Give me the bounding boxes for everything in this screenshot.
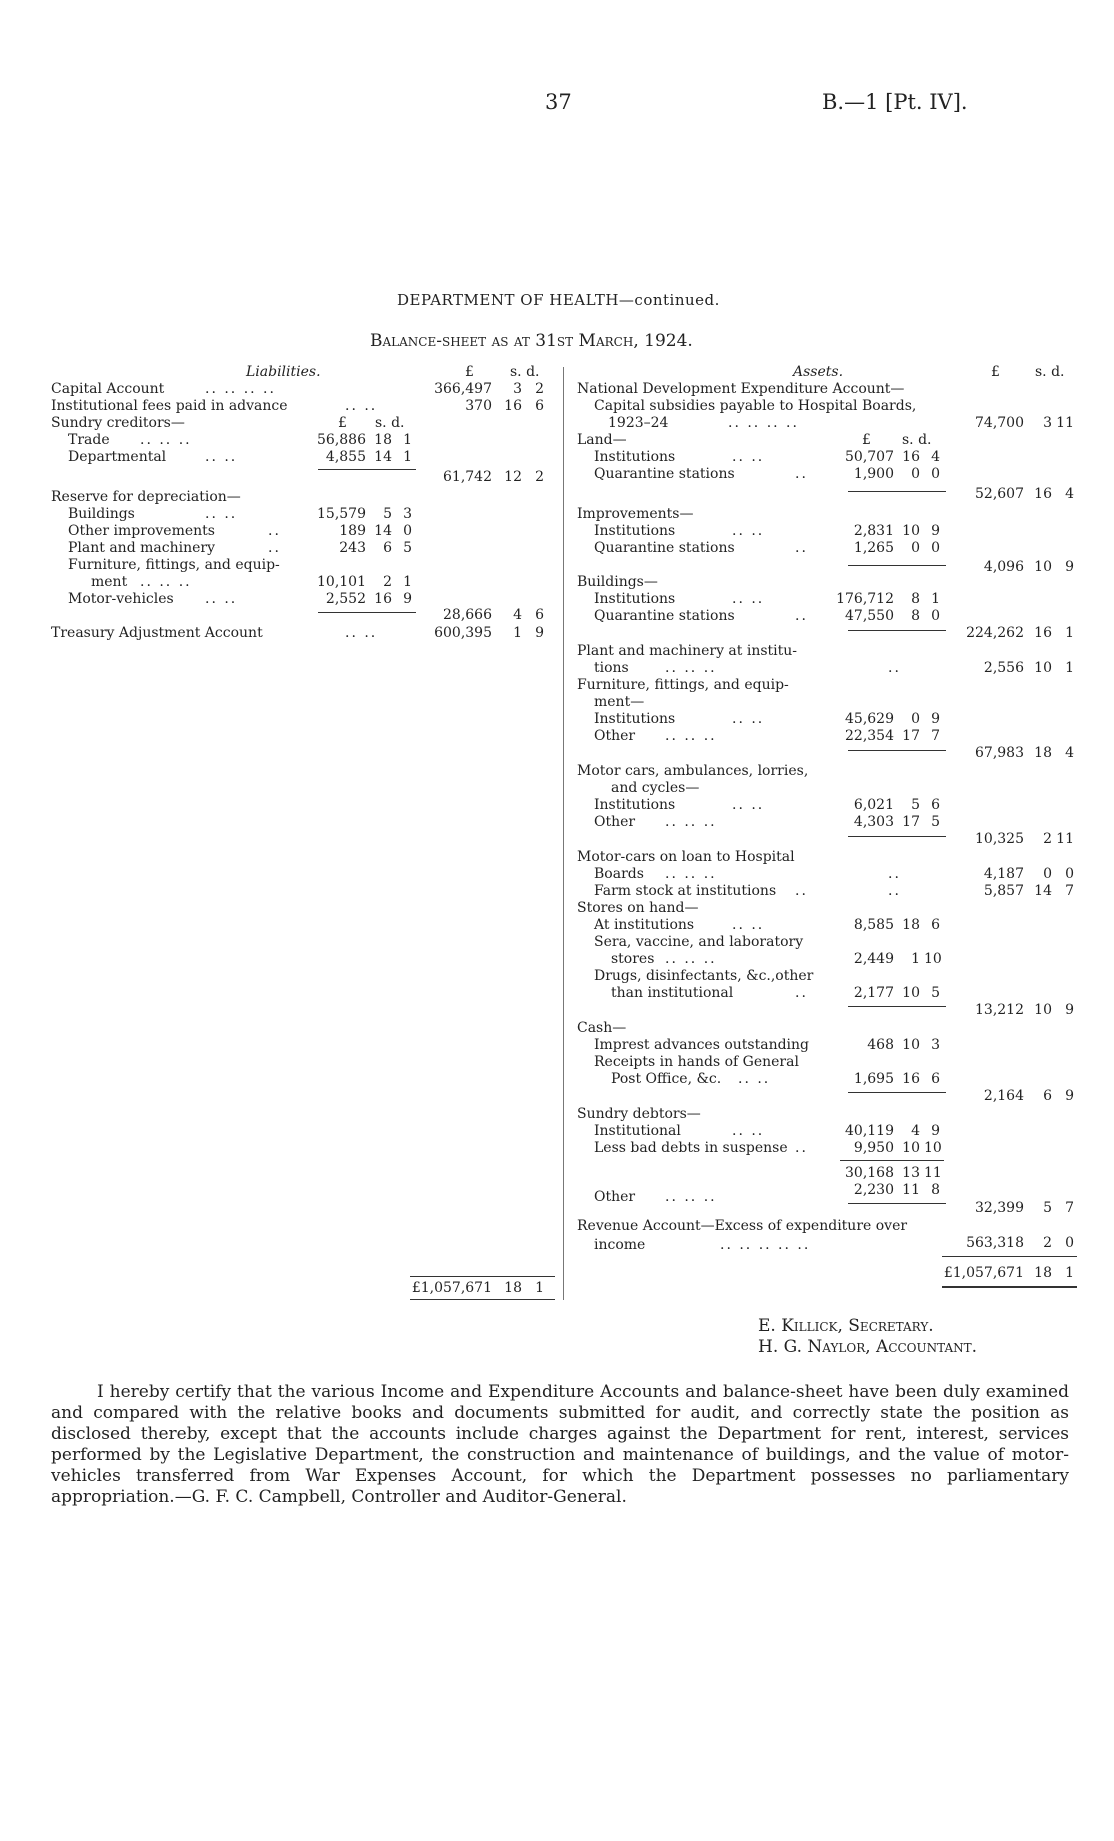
amount-shillings: 0 [911, 711, 920, 727]
sera-line1: Sera, vaccine, and laboratory [594, 934, 804, 950]
amount-pound: 370 [465, 398, 492, 414]
grand-total-pence: 1 [1065, 1265, 1074, 1281]
amount-shillings: 16 [902, 1071, 920, 1087]
amount-shillings: 14 [374, 449, 392, 465]
other-improvements-label: Other improvements [68, 523, 215, 539]
amount-pence: 6 [535, 398, 544, 414]
amount-pence: 11 [1056, 415, 1074, 431]
amount-shillings: 10 [902, 1140, 920, 1156]
amount-pound: 6,021 [853, 797, 894, 813]
leader-dots: .. .. .. [140, 432, 192, 448]
leader-dots: .. .. [205, 591, 238, 607]
grand-total-pence: 1 [535, 1280, 544, 1296]
amount-pence: 0 [1065, 866, 1074, 882]
amount-pence: 11 [924, 1165, 942, 1181]
leader-dots: .. [795, 883, 808, 899]
amount-shillings: 2 [1043, 831, 1052, 847]
amount-pound: 67,983 [975, 745, 1024, 761]
amount-shillings: 18 [902, 917, 920, 933]
amount-pence: 9 [931, 711, 940, 727]
improvements-institutions-label: Institutions [594, 523, 676, 539]
sera-label: stores [611, 951, 655, 967]
leader-dots: .. .. [345, 625, 378, 641]
amount-shillings: 6 [383, 540, 392, 556]
leader-dots: .. .. [732, 1123, 765, 1139]
subtotal-rule [848, 565, 946, 566]
leader-dots: .. .. [738, 1071, 771, 1087]
buildings-institutions-label: Institutions [594, 591, 676, 607]
amount-shillings: 3 [513, 381, 522, 397]
leader-dots: .. .. .. [665, 728, 717, 744]
amount-shillings: 10 [1034, 1002, 1052, 1018]
plant-line1: Plant and machinery at institu- [577, 643, 798, 659]
amount-pence: 6 [931, 797, 940, 813]
amount-pound: 366,497 [434, 381, 492, 397]
motor-cars-line2: and cycles— [611, 780, 700, 796]
page-number: 37 [545, 90, 572, 114]
grand-total-pound: £1,057,671 [943, 1265, 1024, 1281]
nde-label: 1923–24 [608, 415, 669, 431]
improvements-quarantine-label: Quarantine stations [594, 540, 735, 556]
amount-pound: 2,552 [325, 591, 366, 607]
subtotal-rule [848, 1006, 946, 1007]
debtors-other-label: Other [594, 1189, 636, 1205]
leader-dots: .. .. .. [140, 574, 192, 590]
amount-pence: 5 [931, 814, 940, 830]
receipts-label: Post Office, &c. [611, 1071, 722, 1087]
amount-pence: 2 [535, 381, 544, 397]
amount-shillings: 17 [902, 814, 920, 830]
subtotal-rule [848, 750, 946, 751]
amount-pence: 5 [931, 985, 940, 1001]
amount-shillings: 16 [374, 591, 392, 607]
amount-pound: 189 [339, 523, 366, 539]
stores-label: Stores on hand— [577, 900, 699, 916]
amount-pence: 6 [931, 917, 940, 933]
leader-dots: .. .. .. .. [728, 415, 799, 431]
subtotal-rule [318, 612, 416, 613]
amount-shillings: 16 [902, 449, 920, 465]
amount-shillings: 18 [1034, 745, 1052, 761]
land-quarantine-label: Quarantine stations [594, 466, 735, 482]
amount-pence: 7 [1065, 883, 1074, 899]
plant-label: Plant and machinery [68, 540, 215, 556]
amount-shillings: 11 [902, 1182, 920, 1198]
furniture-line1: Furniture, fittings, and equip- [577, 677, 789, 693]
grand-total-shillings: 18 [504, 1280, 522, 1296]
amount-shillings: 8 [911, 591, 920, 607]
leader-dots: .. [888, 883, 901, 899]
amount-shillings: 8 [911, 608, 920, 624]
amount-pence: 9 [931, 1123, 940, 1139]
amount-pound: 30,168 [845, 1165, 894, 1181]
amount-pence: 9 [1065, 1088, 1074, 1104]
amount-shillings: 2 [1043, 1235, 1052, 1251]
amount-shillings: 10 [902, 985, 920, 1001]
amount-pound: 10,325 [975, 831, 1024, 847]
leader-dots: .. [795, 540, 808, 556]
amount-pence: 0 [931, 540, 940, 556]
amount-pence: 9 [1065, 559, 1074, 575]
furniture-institutions-label: Institutions [594, 711, 676, 727]
amount-pound: 52,607 [975, 486, 1024, 502]
amount-shillings: 10 [902, 523, 920, 539]
farm-stock-label: Farm stock at institutions [594, 883, 777, 899]
amount-pound: 2,164 [983, 1088, 1024, 1104]
land-institutions-label: Institutions [594, 449, 676, 465]
furniture-label-line1: Furniture, fittings, and equip- [68, 557, 280, 573]
amount-pound: 243 [339, 540, 366, 556]
receipts-line1: Receipts in hands of General [594, 1054, 799, 1070]
leader-dots: .. [268, 540, 281, 556]
sundry-creditors-label: Sundry creditors— [51, 415, 185, 431]
total-rule [942, 1286, 1077, 1288]
amount-shillings: 18 [374, 432, 392, 448]
land-label: Land— [577, 432, 627, 448]
amount-shillings: 14 [374, 523, 392, 539]
leader-dots: .. [888, 866, 901, 882]
plant-label: tions [594, 660, 629, 676]
leader-dots: .. [888, 660, 901, 676]
amount-pence: 1 [1065, 625, 1074, 641]
amount-pence: 0 [1065, 1235, 1074, 1251]
amount-shillings: 0 [911, 540, 920, 556]
revenue-line1: Revenue Account—Excess of expenditure over [577, 1218, 908, 1234]
furniture-other-label: Other [594, 728, 636, 744]
amount-pound: 40,119 [845, 1123, 894, 1139]
amount-pound: 2,556 [983, 660, 1024, 676]
amount-pence: 7 [1065, 1200, 1074, 1216]
departmental-label: Departmental [68, 449, 167, 465]
amount-pence: 9 [403, 591, 412, 607]
leader-dots: .. .. [205, 506, 238, 522]
motor-cars-other-label: Other [594, 814, 636, 830]
motor-vehicles-label: Motor-vehicles [68, 591, 174, 607]
amount-pound: 56,886 [317, 432, 366, 448]
document-reference: B.—1 [Pt. IV]. [822, 90, 968, 114]
amount-pound: 8,585 [853, 917, 894, 933]
amount-pence: 9 [931, 523, 940, 539]
liab-col-pound: £ [465, 364, 474, 380]
amount-pound: 2,177 [853, 985, 894, 1001]
amount-pound: 50,707 [845, 449, 894, 465]
assets-col-sd: s. d. [1035, 364, 1065, 380]
amount-pound: 4,855 [325, 449, 366, 465]
sundry-debtors-label: Sundry debtors— [577, 1106, 701, 1122]
amount-shillings: 10 [1034, 559, 1052, 575]
amount-pence: 3 [403, 506, 412, 522]
amount-shillings: 5 [911, 797, 920, 813]
amount-shillings: 5 [1043, 1200, 1052, 1216]
leader-dots: .. .. .. .. [205, 381, 276, 397]
improvements-label: Improvements— [577, 506, 694, 522]
amount-pound: 4,303 [853, 814, 894, 830]
amount-pound: 28,666 [443, 607, 492, 623]
buildings-label: Buildings [68, 506, 135, 522]
amount-pence: 0 [931, 608, 940, 624]
bad-debts-label: Less bad debts in suspense [594, 1140, 788, 1156]
accountant-signature: H. G. Naylor, Accountant. [758, 1337, 978, 1357]
amount-shillings: 13 [902, 1165, 920, 1181]
leader-dots: .. [268, 523, 281, 539]
amount-pence: 1 [403, 574, 412, 590]
total-rule [410, 1276, 555, 1277]
amount-pence: 5 [403, 540, 412, 556]
subtotal-rule [848, 630, 946, 631]
amount-pound: 2,449 [853, 951, 894, 967]
amount-pence: 1 [403, 449, 412, 465]
amount-shillings: 6 [1043, 1088, 1052, 1104]
leader-dots: .. .. .. .. .. [720, 1237, 811, 1253]
amount-shillings: 16 [1034, 486, 1052, 502]
amount-pound: 468 [867, 1037, 894, 1053]
sub-col-pound: £ [338, 415, 347, 431]
amount-pound: 47,550 [845, 608, 894, 624]
cash-label: Cash— [577, 1020, 627, 1036]
amount-shillings: 16 [504, 398, 522, 414]
amount-pence: 0 [931, 466, 940, 482]
amount-pence: 11 [1056, 831, 1074, 847]
amount-pence: 4 [931, 449, 940, 465]
amount-pound: 2,230 [853, 1182, 894, 1198]
buildings-quarantine-label: Quarantine stations [594, 608, 735, 624]
amount-pound: 10,101 [317, 574, 366, 590]
institutional-fees-label: Institutional fees paid in advance [51, 398, 288, 414]
amount-pence: 1 [403, 432, 412, 448]
amount-pound: 32,399 [975, 1200, 1024, 1216]
amount-pence: 3 [931, 1037, 940, 1053]
subtotal-rule [848, 491, 946, 492]
amount-shillings: 4 [513, 607, 522, 623]
amount-pound: 5,857 [983, 883, 1024, 899]
nde-line2: Capital subsidies payable to Hospital Boards, [594, 398, 917, 414]
amount-pound: 176,712 [836, 591, 894, 607]
amount-pound: 1,695 [853, 1071, 894, 1087]
total-rule [942, 1256, 1077, 1257]
page-title: DEPARTMENT OF HEALTH—continued. [397, 291, 720, 309]
leader-dots: .. .. .. [665, 951, 717, 967]
total-rule [410, 1299, 555, 1300]
institutional-label: Institutional [594, 1123, 681, 1139]
amount-shillings: 16 [1034, 625, 1052, 641]
sub-col-sd: s. d. [902, 432, 932, 448]
subtotal-rule [840, 1160, 944, 1161]
revenue-label: income [594, 1237, 646, 1253]
amount-shillings: 5 [383, 506, 392, 522]
balance-sheet-subtitle: Balance-sheet as at 31st March, 1924. [370, 331, 693, 351]
leader-dots: .. .. .. [665, 814, 717, 830]
subtotal-rule [848, 1203, 946, 1204]
amount-pence: 9 [535, 625, 544, 641]
amount-pound: 13,212 [975, 1002, 1024, 1018]
reserve-label: Reserve for depreciation— [51, 489, 241, 505]
amount-shillings: 2 [383, 574, 392, 590]
grand-total-shillings: 18 [1034, 1265, 1052, 1281]
amount-shillings: 1 [513, 625, 522, 641]
amount-pence: 10 [924, 951, 942, 967]
liab-col-sd: s. d. [510, 364, 540, 380]
secretary-signature: E. Killick, Secretary. [758, 1316, 934, 1336]
amount-pound: 15,579 [317, 506, 366, 522]
amount-pence: 6 [535, 607, 544, 623]
amount-shillings: 0 [1043, 866, 1052, 882]
subtotal-rule [848, 1092, 946, 1093]
amount-shillings: 17 [902, 728, 920, 744]
amount-pence: 2 [535, 469, 544, 485]
amount-pence: 8 [931, 1182, 940, 1198]
sub-col-pound: £ [862, 432, 871, 448]
leader-dots: .. .. [732, 917, 765, 933]
trade-label: Trade [68, 432, 110, 448]
amount-pound: 2,831 [853, 523, 894, 539]
amount-pence: 7 [931, 728, 940, 744]
amount-shillings: 10 [1034, 660, 1052, 676]
liabilities-heading: Liabilities. [246, 364, 321, 380]
motor-cars-institutions-label: Institutions [594, 797, 676, 813]
motor-loan-label: Boards [594, 866, 644, 882]
leader-dots: .. [795, 608, 808, 624]
stores-institutions-label: At institutions [594, 917, 695, 933]
drugs-line1: Drugs, disinfectants, &c.,other [594, 968, 814, 984]
amount-pence: 10 [924, 1140, 942, 1156]
motor-loan-line1: Motor-cars on loan to Hospital [577, 849, 795, 865]
imprest-label: Imprest advances outstanding [594, 1037, 810, 1053]
amount-shillings: 4 [911, 1123, 920, 1139]
furniture-line2: ment— [594, 694, 645, 710]
sub-col-sd: s. d. [375, 415, 405, 431]
amount-pound: 9,950 [853, 1140, 894, 1156]
audit-certificate: I hereby certify that the various Income and Expenditure Accounts and balance-sheet have been duly examined and compared with the relative books and documents submitted for audit, and correctly state the position as disclosed thereby, except that the accounts include charges against the Department for rent, interest, services performed by the Legislative Department, the construction and maintenance of buildings, and the value of motor-vehicles transferred from War Expenses Account, for which the Department possesses no parliamentary appropriation.—G. F. C. Campbell, Controller and Auditor-General. [51, 1382, 1069, 1507]
amount-pence: 6 [931, 1071, 940, 1087]
leader-dots: .. [795, 1140, 808, 1156]
drugs-label: than institutional [611, 985, 734, 1001]
amount-pound: 45,629 [845, 711, 894, 727]
amount-pound: 224,262 [966, 625, 1024, 641]
treasury-label: Treasury Adjustment Account [51, 625, 263, 641]
leader-dots: .. .. [732, 797, 765, 813]
leader-dots: .. [795, 985, 808, 1001]
leader-dots: .. .. [732, 449, 765, 465]
amount-pound: 600,395 [434, 625, 492, 641]
amount-pence: 0 [403, 523, 412, 539]
amount-pound: 1,900 [853, 466, 894, 482]
amount-pound: 4,096 [983, 559, 1024, 575]
amount-pound: 22,354 [845, 728, 894, 744]
amount-shillings: 14 [1034, 883, 1052, 899]
amount-shillings: 10 [902, 1037, 920, 1053]
amount-pound: 1,265 [853, 540, 894, 556]
leader-dots: .. .. [732, 711, 765, 727]
nde-line1: National Development Expenditure Account— [577, 381, 905, 397]
leader-dots: .. .. .. [665, 1189, 717, 1205]
amount-pence: 1 [931, 591, 940, 607]
leader-dots: .. .. [345, 398, 378, 414]
motor-cars-line1: Motor cars, ambulances, lorries, [577, 763, 809, 779]
subtotal-rule [848, 836, 946, 837]
amount-shillings: 0 [911, 466, 920, 482]
grand-total-pound: £1,057,671 [411, 1280, 492, 1296]
amount-pence: 9 [1065, 1002, 1074, 1018]
amount-shillings: 3 [1043, 415, 1052, 431]
leader-dots: .. .. [205, 449, 238, 465]
assets-heading: Assets. [793, 364, 844, 380]
amount-shillings: 1 [911, 951, 920, 967]
leader-dots: .. .. [732, 523, 765, 539]
leader-dots: .. .. .. [665, 866, 717, 882]
amount-pence: 1 [1065, 660, 1074, 676]
amount-pound: 61,742 [443, 469, 492, 485]
amount-shillings: 12 [504, 469, 522, 485]
amount-pence: 4 [1065, 486, 1074, 502]
column-divider [563, 367, 564, 1300]
furniture-label: ment [91, 574, 128, 590]
leader-dots: .. .. [732, 591, 765, 607]
amount-pound: 563,318 [966, 1235, 1024, 1251]
amount-pound: 4,187 [983, 866, 1024, 882]
subtotal-rule [318, 469, 416, 470]
buildings-label: Buildings— [577, 574, 658, 590]
leader-dots: .. [795, 466, 808, 482]
amount-pound: 74,700 [975, 415, 1024, 431]
amount-pence: 4 [1065, 745, 1074, 761]
leader-dots: .. .. .. [665, 660, 717, 676]
assets-col-pound: £ [991, 364, 1000, 380]
capital-account-label: Capital Account [51, 381, 165, 397]
